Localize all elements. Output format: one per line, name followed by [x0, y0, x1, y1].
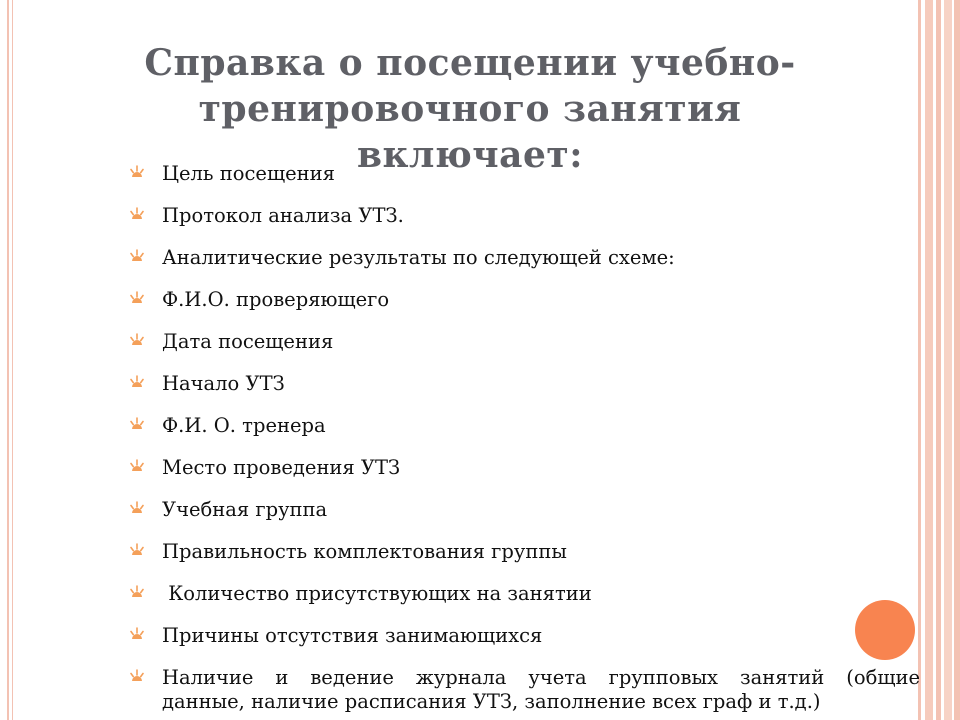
orange-sun-bullet-icon — [130, 459, 144, 473]
orange-sun-bullet-icon — [130, 669, 144, 683]
list-item-line-2: данные, наличие расписания УТЗ, заполнение всех граф и т.д.) — [162, 690, 821, 713]
list-item-text: Ф.И.О. проверяющего — [162, 288, 390, 311]
list-item — [130, 372, 920, 395]
list-item — [130, 246, 920, 269]
left-border-line-1 — [7, 0, 9, 720]
right-stripe-4 — [944, 0, 952, 720]
right-stripe-3 — [936, 0, 941, 720]
orange-sun-bullet-icon — [130, 417, 144, 431]
right-stripe-2 — [925, 0, 933, 720]
list-item-text: Цель посещения — [162, 162, 335, 185]
orange-sun-bullet-icon — [130, 291, 144, 305]
list-item-line-1: Наличие и ведение журнала учета групповых занятий (общие — [162, 666, 920, 689]
orange-sun-bullet-icon — [130, 627, 144, 641]
list-item — [130, 162, 920, 185]
list-item-text: Ф.И. О. тренера — [162, 414, 326, 437]
right-stripe-5 — [954, 0, 960, 720]
list-item — [130, 624, 920, 647]
list-item — [130, 204, 920, 227]
orange-sun-bullet-icon — [130, 249, 144, 263]
list-item-text: Дата посещения — [162, 330, 334, 353]
list-item-text: Аналитические результаты по следующей схеме: — [162, 246, 675, 269]
list-item — [130, 666, 920, 714]
slide-title — [80, 40, 860, 178]
list-item — [130, 498, 920, 521]
list-item-text: Причины отсутствия занимающихся — [162, 624, 543, 647]
left-border-line-2 — [12, 0, 13, 720]
title-line-3: включает: — [357, 134, 583, 176]
orange-sun-bullet-icon — [130, 207, 144, 221]
orange-sun-bullet-icon — [130, 375, 144, 389]
orange-sun-bullet-icon — [130, 501, 144, 515]
bullet-list — [130, 162, 920, 714]
orange-sun-bullet-icon — [130, 585, 144, 599]
list-item — [130, 540, 920, 563]
list-item — [130, 582, 920, 605]
title-line-1: Справка о посещении учебно- — [144, 42, 796, 84]
list-item — [130, 456, 920, 479]
orange-sun-bullet-icon — [130, 543, 144, 557]
list-item-text: Учебная группа — [162, 498, 328, 521]
list-item-text-multiline — [162, 666, 920, 714]
list-item-text: Количество присутствующих на занятии — [162, 582, 592, 605]
orange-sun-bullet-icon — [130, 333, 144, 347]
list-item-text: Правильность комплектования группы — [162, 540, 567, 563]
list-item-text: Начало УТЗ — [162, 372, 285, 395]
orange-sun-bullet-icon — [130, 165, 144, 179]
list-item-text: Место проведения УТЗ — [162, 456, 401, 479]
title-line-2: тренировочного занятия — [198, 88, 742, 130]
list-item — [130, 414, 920, 437]
list-item-text: Протокол анализа УТЗ. — [162, 204, 404, 227]
list-item — [130, 330, 920, 353]
list-item — [130, 288, 920, 311]
